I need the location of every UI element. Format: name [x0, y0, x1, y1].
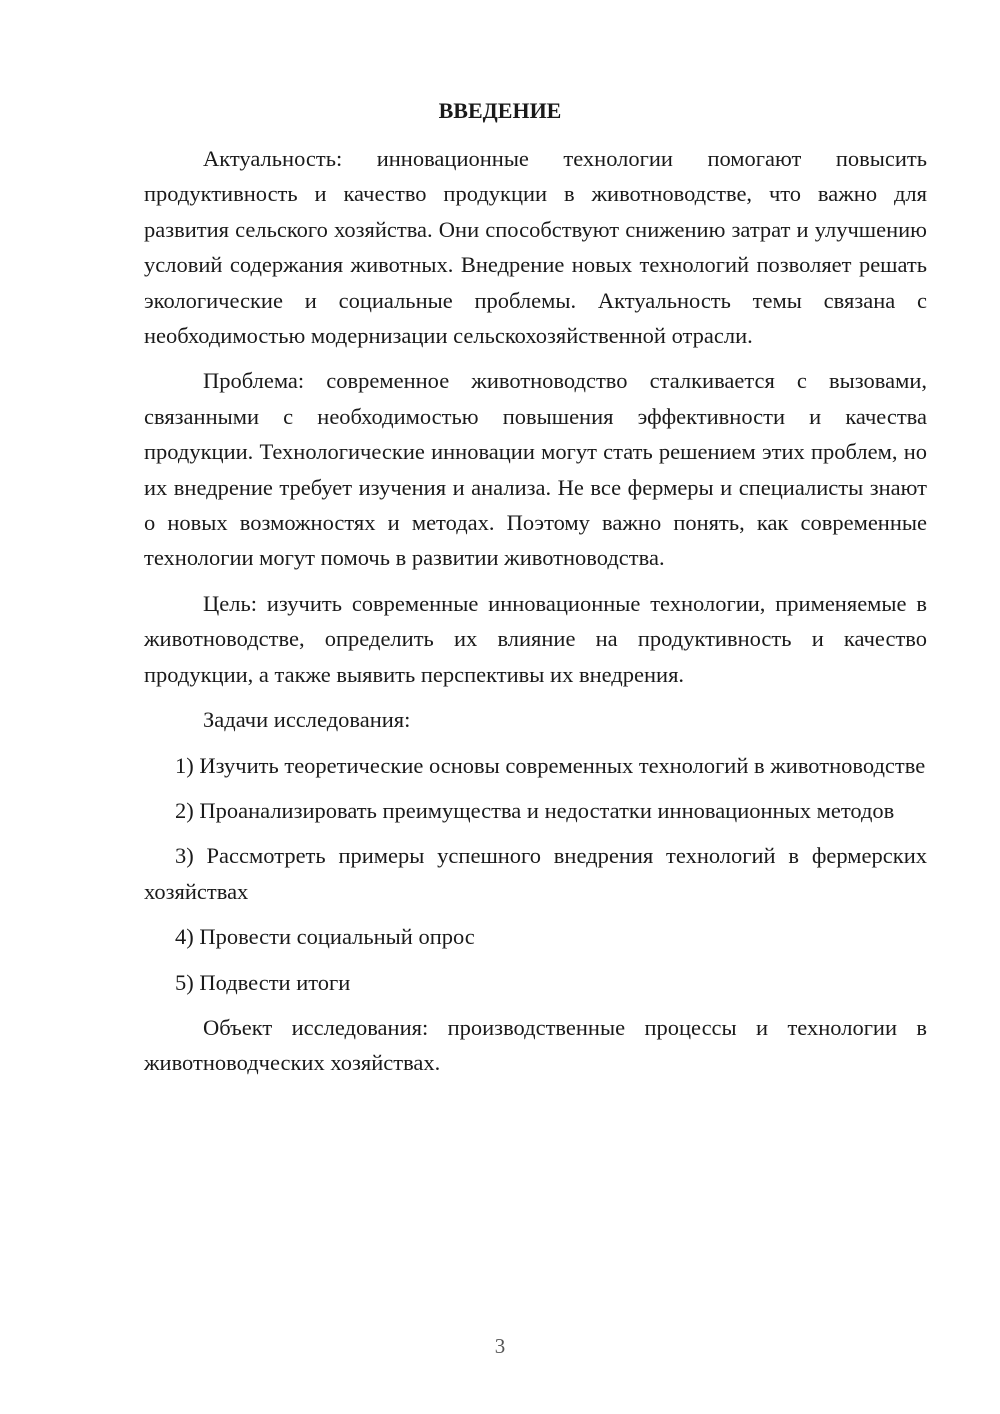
page-number: 3	[494, 1334, 506, 1358]
object-paragraph: Объект исследования: производственные процессы и технологии в животноводческих хозяйствах.	[144, 1014, 927, 1076]
problem-paragraph: Проблема: современное животноводство сталкивается с вызовами, связанными с необходимостью повышения эффективности и качества продукции. Технологические инновации могут стать решением этих проблем, но их внедрение требует изучения и анализа. Не все фермеры и специалисты знают о новых возможностях и методах. Поэтому важно понять, как современные технологии могут помочь в развитии животноводства.	[144, 368, 927, 571]
tasks-list	[144, 748, 927, 1000]
document-body	[144, 141, 927, 1091]
list-item: 5) Подвести итоги	[175, 969, 351, 995]
list-item: 1) Изучить теоретические основы современных технологий в животноводстве	[175, 752, 926, 778]
tasks-intro: Задачи исследования:	[203, 707, 411, 733]
list-item: 4) Провести социальный опрос	[175, 924, 475, 950]
page-title: ВВЕДЕНИЕ	[438, 98, 562, 123]
list-item: 3) Рассмотреть примеры успешного внедрения технологий в фермерских хозяйствах	[144, 843, 927, 904]
goal-paragraph: Цель: изучить современные инновационные технологии, применяемые в животноводстве, определить их влияние на продуктивность и качество продукции, а также выявить перспективы их внедрения.	[144, 590, 927, 687]
list-item: 2) Проанализировать преимущества и недостатки инновационных методов	[175, 797, 895, 823]
relevance-paragraph: Актуальность: инновационные технологии помогают повысить продуктивность и качество продукции в животноводстве, что важно для развития сельского хозяйства. Они способствуют снижению затрат и улучшению условий содержания животных. Внедрение новых технологий позволяет решать экологические и социальные проблемы. Актуальность темы связана с необходимостью модернизации сельскохозяйственной отрасли.	[144, 146, 927, 349]
